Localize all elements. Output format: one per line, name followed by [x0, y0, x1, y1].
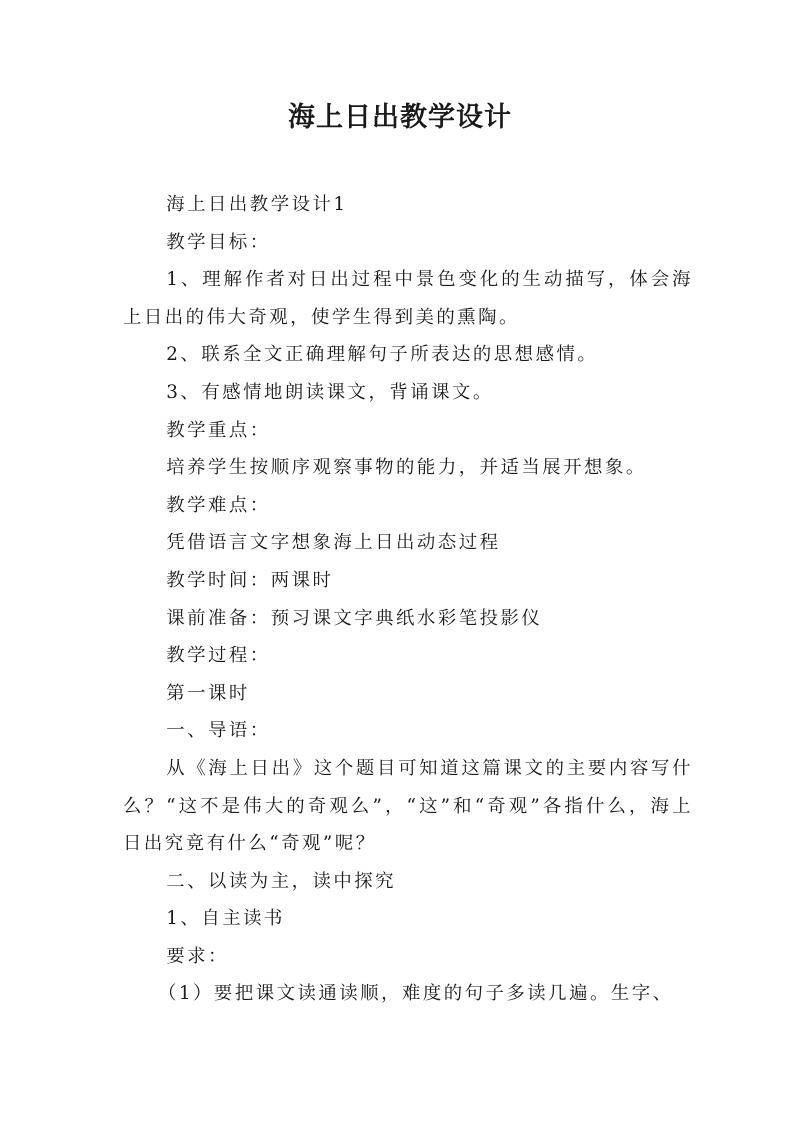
paragraph: 1、理解作者对日出过程中景色变化的生动描写，体会海上日出的伟大奇观，使学生得到美的熏陶。	[123, 269, 693, 328]
paragraph: 凭借语言文字想象海上日出动态过程	[166, 532, 501, 554]
paragraph: 教学时间：两课时	[166, 569, 334, 591]
document-body	[123, 186, 693, 1013]
paragraph: 3、有感情地朗读课文，背诵课文。	[166, 381, 494, 403]
paragraph: 教学目标：	[166, 231, 271, 253]
paragraph: 教学过程：	[166, 645, 271, 667]
paragraph: 教学重点：	[166, 419, 271, 441]
paragraph: （1）要把课文读通读顺，难度的句子多读几遍。生字、	[157, 983, 674, 1005]
paragraph: 从《海上日出》这个题目可知道这篇课文的主要内容写什么？“这不是伟大的奇观么”，“这”和“奇观”各指什么，海上日出究竟有什么“奇观”呢？	[123, 757, 693, 855]
paragraph: 要求：	[166, 945, 229, 967]
paragraph: 教学难点：	[166, 494, 271, 516]
paragraph: 培养学生按顺序观察事物的能力，并适当展开想象。	[166, 457, 647, 479]
document-title: 海上日出教学设计	[288, 102, 512, 133]
paragraph: 二、以读为主，读中探究	[166, 870, 397, 892]
paragraph: 课前准备：预习课文字典纸水彩笔投影仪	[166, 607, 543, 629]
section-heading: 海上日出教学设计1	[166, 194, 348, 215]
paragraph: 2、联系全文正确理解句子所表达的思想感情。	[166, 344, 599, 366]
paragraph: 第一课时	[166, 682, 250, 704]
paragraph: 1、自主读书	[166, 908, 285, 930]
paragraph: 一、导语：	[166, 720, 271, 742]
